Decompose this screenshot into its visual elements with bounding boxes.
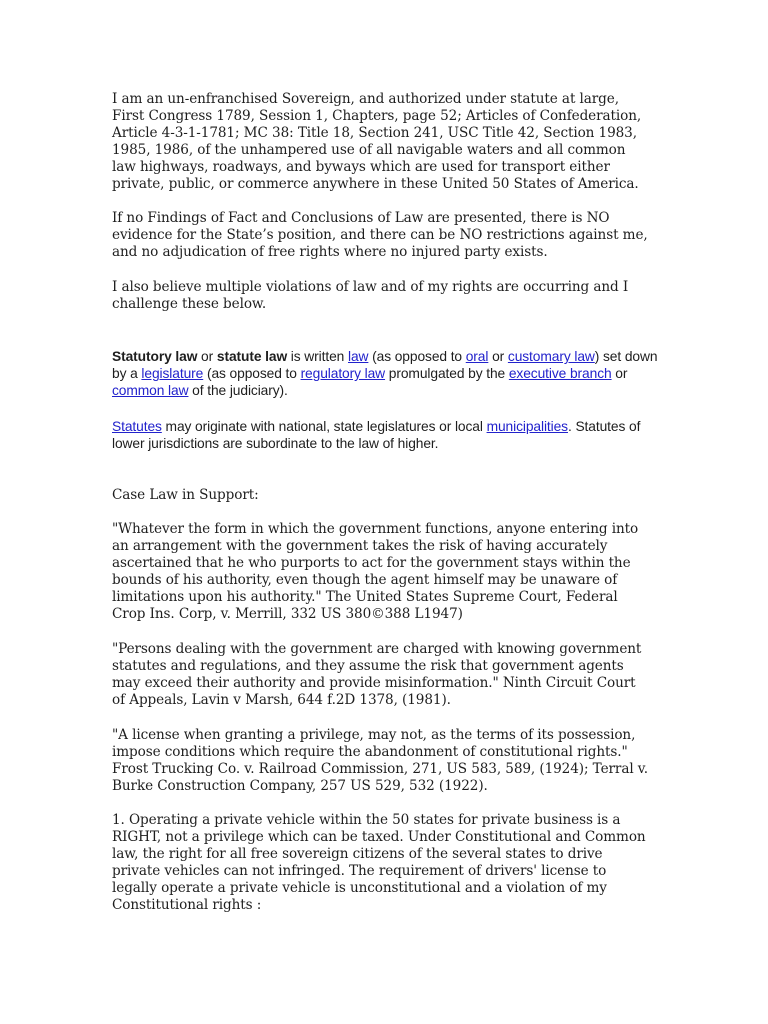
link-oral[interactable]: oral: [465, 349, 489, 364]
definition-text: or: [611, 366, 628, 381]
list-item-1: 1. Operating a private vehicle within the 50 states for private business is a RIGHT, not a privilege which can be taxed. Under Constitutional and Common law, the right for all free sovereign citizens of the several states to drive private vehicles can not infringed. The requirement of drivers' license to legally operate a private vehicle is unconstitutional and a violation of my Constitutional rights :: [112, 812, 646, 913]
term-statute-law: statute law: [216, 349, 288, 364]
statutes-text: may originate with national, state legislatures or local: [161, 419, 487, 434]
definition-text: or: [488, 349, 508, 364]
link-regulatory-law[interactable]: regulatory law: [300, 366, 386, 381]
definition-text: of the judiciary).: [188, 383, 288, 398]
intro-paragraph-violations: I also believe multiple violations of law and of my rights are occurring and I challenge these below.: [112, 279, 629, 312]
case-law-quote-merrill: "Whatever the form in which the government functions, anyone entering into an arrangement with the government takes the risk of having accurately ascertained that he who purports to act for the government stays within the bounds of his authority, even though the agent himself may be unaware of limitations upon his authority." The United States Supreme Court, Federal Crop Ins. Corp, v. Merrill, 332 US 380©388 L1947): [112, 521, 639, 622]
link-common-law[interactable]: common law: [112, 383, 189, 398]
link-municipalities[interactable]: municipalities: [486, 419, 568, 434]
link-executive-branch[interactable]: executive branch: [508, 366, 612, 381]
definition-text: (as opposed to: [368, 349, 466, 364]
statutes-text: . Statutes of lower jurisdictions are subordinate to the law of higher.: [112, 419, 641, 451]
definition-text: or: [197, 349, 217, 364]
link-law[interactable]: law: [347, 349, 369, 364]
intro-paragraph-findings: If no Findings of Fact and Conclusions of Law are presented, there is NO evidence for the State’s position, and there can be NO restrictions against me, and no adjudication of free rights where no injured party exists.: [112, 210, 648, 260]
case-law-heading: Case Law in Support:: [112, 487, 259, 503]
case-law-quote-frost: "A license when granting a privilege, may not, as the terms of its possession, impose conditions which require the abandonment of constitutional rights." Frost Trucking Co. v. Railroad Commission, 271, US 583, 589, (1924); Terral v. Burke Construction Company, 257 US 529, 532 (1922).: [112, 727, 648, 794]
link-customary-law[interactable]: customary law: [507, 349, 595, 364]
link-statutes[interactable]: Statutes: [112, 419, 162, 434]
definition-text: promulgated by the: [385, 366, 509, 381]
statutes-paragraph: [112, 418, 660, 452]
definition-text: ) set down by a: [112, 349, 658, 381]
definition-text: is written: [287, 349, 348, 364]
case-law-quote-lavin: "Persons dealing with the government are charged with knowing government statutes and regulations, and they assume the risk that government agents may exceed their authority and provide misinformation." Ninth Circuit Court of Appeals, Lavin v Marsh, 644 f.2D 1378, (1981).: [112, 641, 642, 708]
definition-text: (as opposed to: [203, 366, 301, 381]
intro-paragraph-sovereign: I am an un-enfranchised Sovereign, and authorized under statute at large, First Congress 1789, Session 1, Chapters, page 52; Articles of Confederation, Article 4-3-1-1781; MC 38: Title 18, Section 241, USC Title 42, Section 1983, 1985, 1986, of the unhampered use of all navigable waters and all common law highways, roadways, and byways which are used for transport either private, public, or commerce anywhere in these United 50 States of America.: [112, 91, 642, 192]
link-legislature[interactable]: legislature: [141, 366, 204, 381]
term-statutory-law: Statutory law: [112, 349, 198, 364]
statutory-law-definition: [112, 348, 660, 399]
